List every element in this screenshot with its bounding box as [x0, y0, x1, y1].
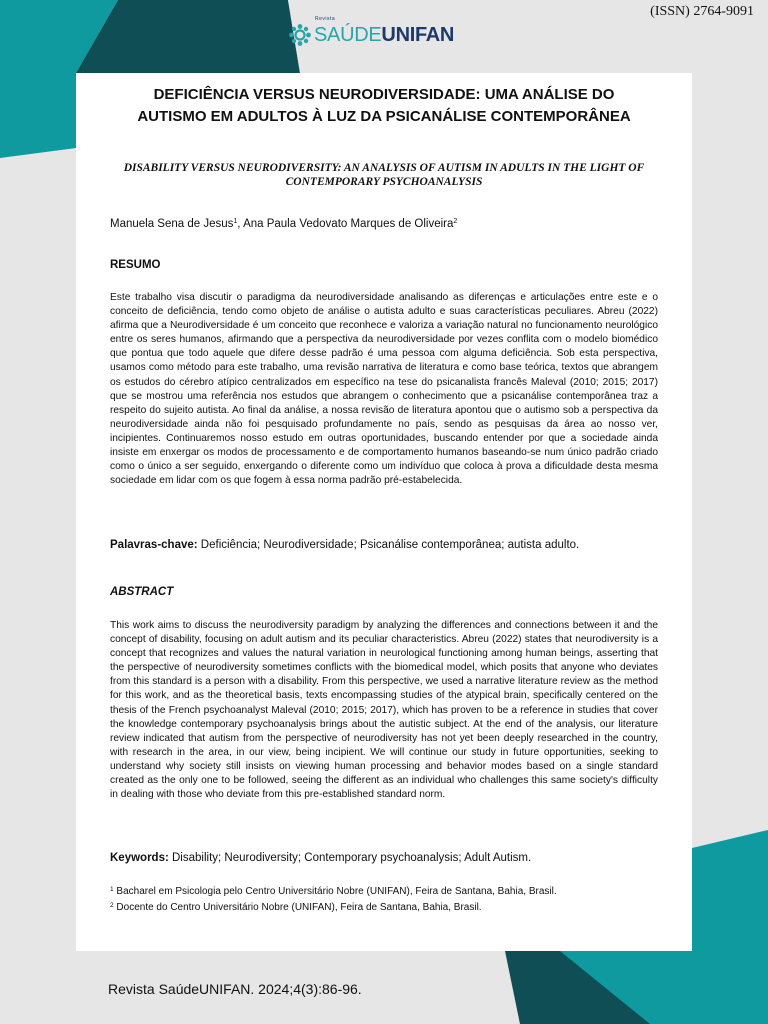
author-1-mark: 1: [233, 218, 238, 225]
logo-saude: SAÚDE: [314, 23, 382, 46]
footnote-2-text: Docente do Centro Universitário Nobre (UNIFAN), Feira de Santana, Bahia, Brasil.: [116, 901, 482, 913]
footnotes: [110, 883, 557, 914]
article-subtitle: DISABILITY VERSUS NEURODIVERSITY: AN ANALYSIS OF AUTISM IN ADULTS IN THE LIGHT OF CONTEMPORARY PSYCHOANALYSIS: [123, 162, 645, 188]
authors-line: [110, 218, 457, 230]
abstract-text: This work aims to discuss the neurodiversity paradigm by analyzing the differences and connections between it and the concept of disability, focusing on adult autism and its peculiar characteristics. Abreu (2022) states that neurodiversity is a concept that recognizes and values the natural variation in neurological functioning among human beings, asserting that the perspective of neurodiversity sometimes conflicts with the biomedical model, which posits that anyone who deviates from this standard is a person with a disability. From this perspective, we used a narrative literature review as the method for this work, and as the theoretical basis, texts encompassing studies of the atypical brain, specifically centered on the thesis of the French psychoanalyst Maleval (2010; 2015; 2017), which has proven to be a reference in studies that cover the knowledge contemporary psychoanalysis brings about the autistic subject. At the end of the analysis, our literature review indicated that autism from the perspective of neurodiversity has not yet been deeply researched in the country, with research in the area, in our view, being incipient. We will continue our study in future opportunities, seeking to understand why society still insists on viewing human processing and behavior modes based on a single standard created as the only one to be followed, seeing the different as an individual who challenges this same society's difficulty in dealing with those who deviate from this pre-established standard norm.: [110, 620, 658, 801]
logo-unifan: UNIFAN: [381, 23, 455, 46]
abstract-heading: ABSTRACT: [110, 586, 174, 598]
abstract-keywords: [110, 852, 670, 864]
footnote-2: [110, 899, 557, 915]
journal-logo: [288, 18, 454, 52]
article-card: [76, 73, 692, 951]
title-line-1: DEFICIÊNCIA VERSUS NEURODIVERSIDADE: UMA ANÁLISE DO: [153, 86, 615, 103]
author-1: Manuela Sena de Jesus: [110, 218, 234, 230]
logo-small-text: Revista: [315, 16, 336, 22]
logo-wordmark: [314, 24, 454, 47]
footnote-2-mark: 2: [110, 901, 114, 909]
resumo-keywords: [110, 539, 670, 551]
footnote-1-text: Bacharel em Psicologia pelo Centro Universitário Nobre (UNIFAN), Feira de Santana, Bahia, Brasil.: [116, 886, 557, 897]
footnote-1-mark: 1: [110, 886, 114, 893]
issn-label: (ISSN) 2764-9091: [650, 4, 754, 19]
author-2-mark: 2: [453, 218, 458, 225]
resumo-heading: RESUMO: [110, 259, 161, 271]
article-title: [76, 84, 692, 128]
palavras-chave-label: Palavras-chave:: [110, 539, 198, 551]
flower-gear-icon: [288, 23, 312, 47]
title-line-2: AUTISMO EM ADULTOS À LUZ DA PSICANÁLISE CONTEMPORÂNEA: [137, 108, 631, 125]
author-separator: ,: [237, 218, 244, 230]
keywords-label: Keywords:: [110, 852, 169, 864]
footnote-1: [110, 883, 557, 899]
keywords-values: Disability; Neurodiversity; Contemporary psychoanalysis; Adult Autism.: [172, 852, 532, 864]
author-2: Ana Paula Vedovato Marques de Oliveira: [243, 218, 454, 230]
resumo-text: Este trabalho visa discutir o paradigma da neurodiversidade analisando as diferenças e articulações entre este e o conceito de deficiência, tendo como objeto de análise o autista adulto e suas características peculiares. Abreu (2022) afirma que a Neurodiversidade é um conceito que reconhece e valoriza a variação natural no funcionamento neurológico entre os seres humanos, afirmando que a perspectiva da neurodiversidade por vezes conflita com o modelo biomédico que pontua que todo aquele que difere desse padrão é uma pessoa com alguma deficiência. Sob esta perspectiva, usamos como método para este trabalho, uma revisão narrativa de literatura e como base teórica, textos que abrangem os estudos do cérebro atípico centralizados em específico na tese do psicanalista francês Maleval (2010; 2015; 2017) que se mostrou uma referência nos estudos que abrangem o conhecimento que a psicanálise contemporânea traz a respeito do sujeito autista. Ao final da análise, a nossa revisão de literatura apontou que o autismo sob a perspectiva da neurodiversidade ainda não foi pesquisado profundamente no país, sendo as pesquisas da área ao nosso ver, incipientes. Continuaremos nosso estudo em outras oportunidades, buscando entender por que a sociedade ainda insiste em enxergar os modos de processamento e de comportamento humanos baseando-se num único padrão criado como o único a ser seguido, enxergando o diferente como um indivíduo que coloca à prova a dificuldade desta mesma sociedade em lidar com os que fogem à essa norma padrão pré-estabelecida.: [110, 292, 658, 487]
palavras-chave-values: Deficiência; Neurodiversidade; Psicanálise contemporânea; autista adulto.: [200, 539, 580, 551]
journal-citation: Revista SaúdeUNIFAN. 2024;4(3):86-96.: [108, 981, 362, 997]
